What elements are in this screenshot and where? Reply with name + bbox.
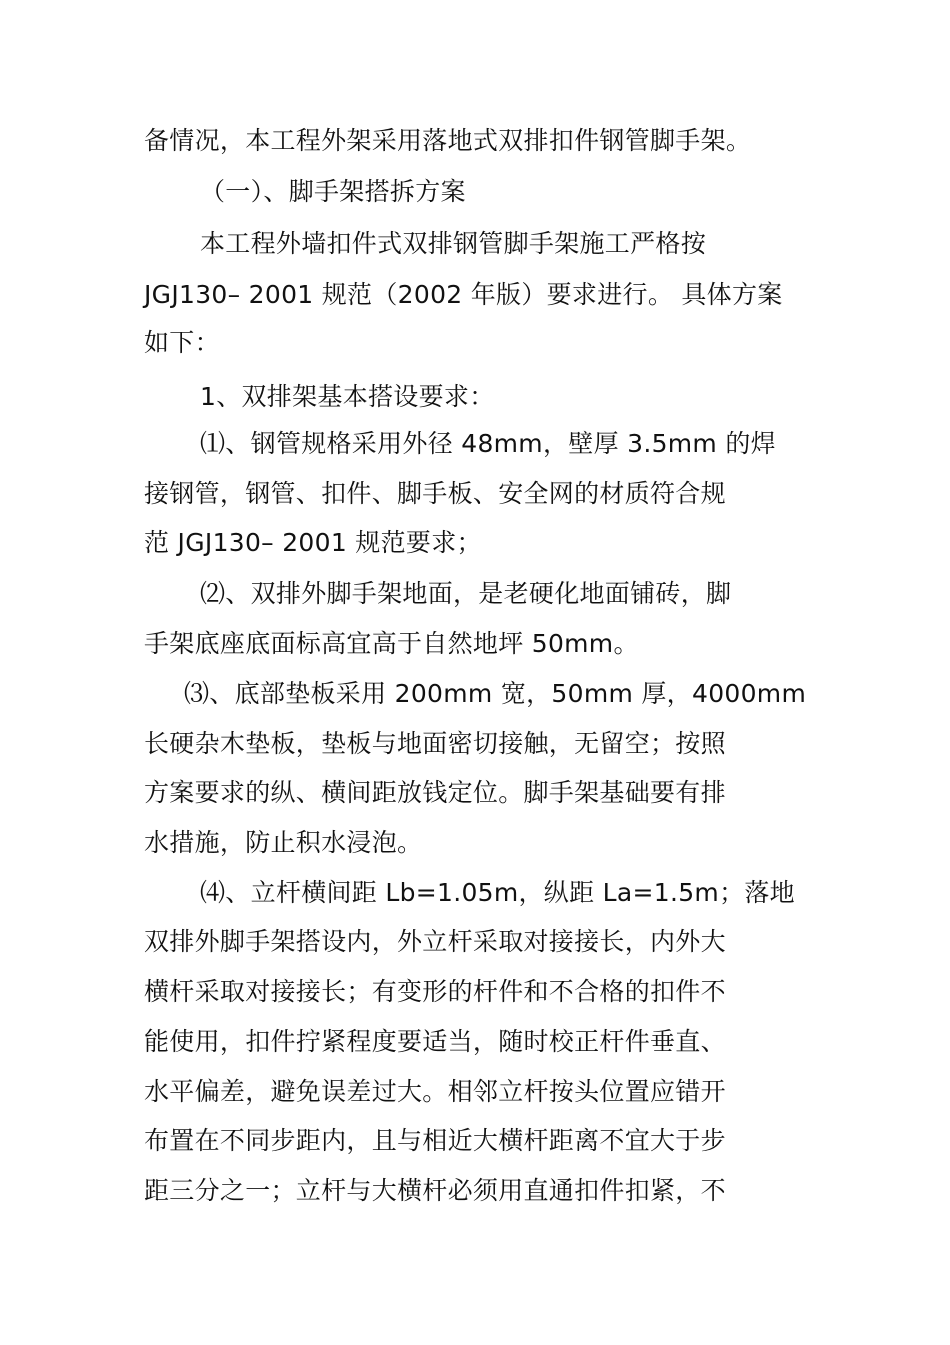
text-line: 横杆采取对接接长；有变形的杆件和不合格的扣件不 <box>144 977 726 1006</box>
text-line: 长硬杂木垫板，垫板与地面密切接触，无留空；按照 <box>144 729 726 758</box>
text-line: JGJ130– 2001 规范（2002 年版）要求进行。 具体方案 <box>144 280 783 309</box>
text-line: 距三分之一；立杆与大横杆必须用直通扣件扣紧，不 <box>144 1176 726 1205</box>
text-line: 布置在不同步距内，且与相近大横杆距离不宜大于步 <box>144 1126 726 1155</box>
subsection-heading: 1、双排架基本搭设要求： <box>200 382 495 411</box>
text-line: 手架底座底面标高宜高于自然地坪 50mm。 <box>144 629 639 658</box>
text-line: ⑷、立杆横间距 Lb=1.05m，纵距 La=1.5m；落地 <box>200 878 795 907</box>
text-line: 水平偏差，避免误差过大。相邻立杆按头位置应错开 <box>144 1077 726 1106</box>
section-heading: （一）、脚手架搭拆方案 <box>200 177 466 206</box>
text-line: 能使用，扣件拧紧程度要适当，随时校正杆件垂直、 <box>144 1027 726 1056</box>
text-line: 范 JGJ130– 2001 规范要求； <box>144 528 482 557</box>
text-line: 双排外脚手架搭设内，外立杆采取对接接长，内外大 <box>144 927 726 956</box>
text-line: 本工程外墙扣件式双排钢管脚手架施工严格按 <box>200 229 707 258</box>
text-line: 备情况，本工程外架采用落地式双排扣件钢管脚手架。 <box>144 126 752 155</box>
text-line: 如下： <box>144 328 220 357</box>
text-line: ⑵、双排外脚手架地面，是老硬化地面铺砖，脚 <box>200 579 732 608</box>
text-line: ⑴、钢管规格采用外径 48mm，壁厚 3.5mm 的焊 <box>200 429 776 458</box>
text-line: ⑶、底部垫板采用 200mm 宽，50mm 厚，4000mm <box>184 679 807 708</box>
text-line: 方案要求的纵、横间距放钱定位。脚手架基础要有排 <box>144 778 726 807</box>
text-line: 水措施，防止积水浸泡。 <box>144 828 423 857</box>
text-line: 接钢管，钢管、扣件、脚手板、安全网的材质符合规 <box>144 479 726 508</box>
